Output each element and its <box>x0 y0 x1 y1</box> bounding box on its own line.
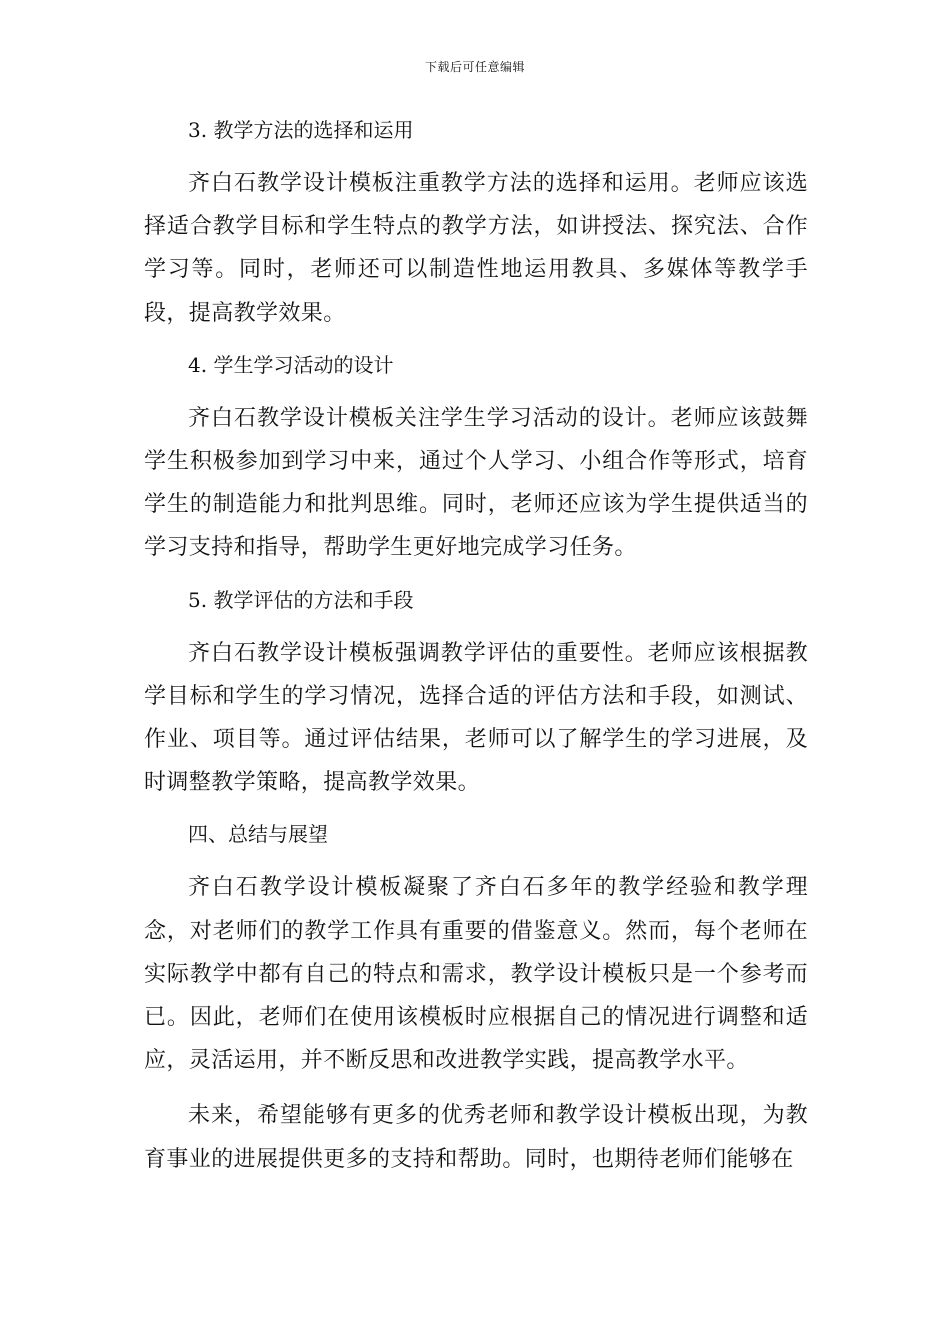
section-5 <box>144 582 808 817</box>
section-paragraph: 齐白石教学设计模板凝聚了齐白石多年的教学经验和教学理念，对老师们的教学工作具有重要的借鉴意义。然而，每个老师在实际教学中都有自己的特点和需求，教学设计模板只是一个参考而已。因此，老师们在使用该模板时应根据自己的情况进行调整和适应，灵活运用，并不断反思和改进教学实践，提高教学水平。 <box>144 875 808 1074</box>
section-paragraph: 齐白石教学设计模板强调教学评估的重要性。老师应该根据教学目标和学生的学习情况，选择合适的评估方法和手段，如测试、作业、项目等。通过评估结果，老师可以了解学生的学习进展，及时调整教学策略，提高教学效果。 <box>144 640 808 796</box>
section-heading: 四、总结与展望 <box>188 822 328 847</box>
section-paragraph: 齐白石教学设计模板注重教学方法的选择和运用。老师应该选择适合教学目标和学生特点的教学方法，如讲授法、探究法、合作学习等。同时，老师还可以制造性地运用教具、多媒体等教学手段，提高教学效果。 <box>144 171 808 326</box>
section-3 <box>144 112 808 347</box>
closing-paragraph: 未来，希望能够有更多的优秀老师和教学设计模板出现，为教育事业的进展提供更多的支持和帮助。同时，也期待老师们能够在 <box>144 1103 808 1172</box>
section-paragraph: 齐白石教学设计模板关注学生学习活动的设计。老师应该鼓舞学生积极参加到学习中来，通过个人学习、小组合作等形式，培育学生的制造能力和批判思维。同时，老师还应该为学生提供适当的学习支持和指导，帮助学生更好地完成学习任务。 <box>144 405 808 561</box>
section-heading: 4. 学生学习活动的设计 <box>188 352 394 377</box>
document-body <box>144 112 808 1181</box>
section-heading: 3. 教学方法的选择和运用 <box>188 118 414 142</box>
section-4 <box>144 347 808 582</box>
header-note: 下载后可任意编辑 <box>424 60 525 74</box>
section-summary <box>144 816 808 1094</box>
section-heading: 5. 教学评估的方法和手段 <box>188 587 414 612</box>
